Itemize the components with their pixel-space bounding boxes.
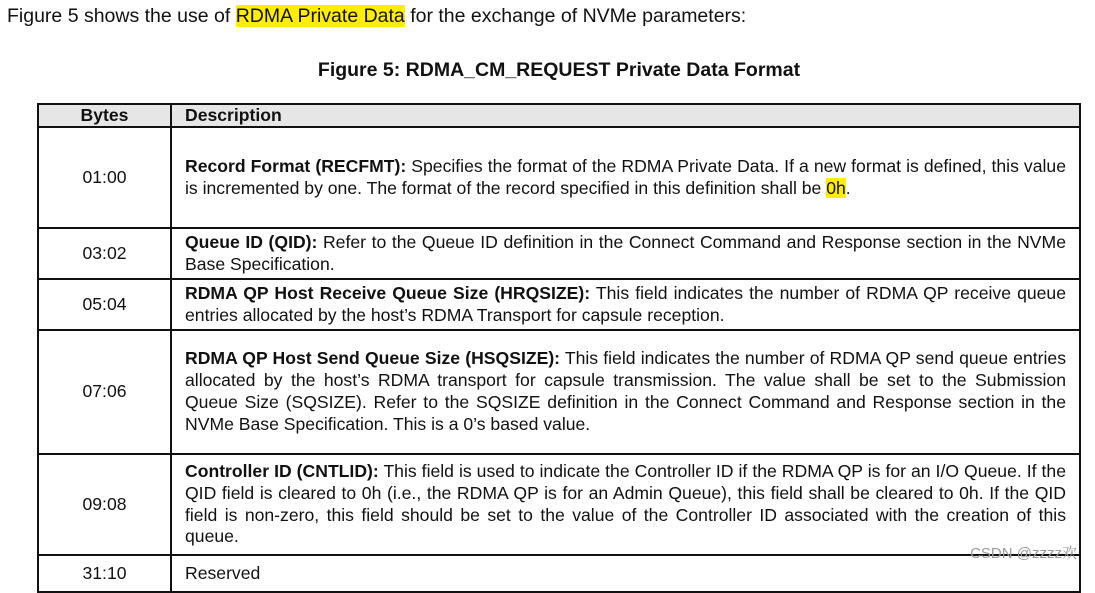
table-row xyxy=(38,279,1080,330)
description-cell xyxy=(171,228,1080,279)
header-bytes: Bytes xyxy=(38,104,171,127)
highlighted-value: 0h xyxy=(826,177,846,198)
table-row xyxy=(38,454,1080,555)
description-cell xyxy=(171,127,1080,228)
field-name: Record Format (RECFMT): xyxy=(185,155,407,176)
bytes-cell: 31:10 xyxy=(38,555,171,592)
field-name: RDMA QP Host Send Queue Size (HSQSIZE): xyxy=(185,348,561,369)
table-row xyxy=(38,555,1080,592)
table-row xyxy=(38,228,1080,279)
highlighted-term: RDMA Private Data xyxy=(235,5,405,27)
description-cell xyxy=(171,454,1080,555)
intro-paragraph xyxy=(7,4,746,28)
field-description: This field indicates the number of RDMA QP send queue entries allocated by the host’s RDMA transport for capsule transmission. The value shall be set to the Submission Queue Size (SQSIZE). Refer to the SQSIZE definition in the Connect Command and Response section in the NVMe Base Specification. This is a 0’s based value. xyxy=(185,348,1066,434)
description-cell xyxy=(171,330,1080,454)
table-header-row xyxy=(38,104,1080,127)
field-name: Controller ID (CNTLID): xyxy=(185,460,379,481)
intro-text-before: Figure 5 shows the use of xyxy=(7,5,236,27)
table-row xyxy=(38,330,1080,454)
bytes-cell: 07:06 xyxy=(38,330,171,454)
description-cell xyxy=(171,555,1080,592)
bytes-cell: 01:00 xyxy=(38,127,171,228)
bytes-cell: 09:08 xyxy=(38,454,171,555)
watermark: CSDN @zzzz欢 xyxy=(970,545,1077,562)
intro-text-after: for the exchange of NVMe parameters: xyxy=(404,5,747,27)
figure-title: Figure 5: RDMA_CM_REQUEST Private Data Format xyxy=(317,59,801,81)
bytes-cell: 03:02 xyxy=(38,228,171,279)
field-description: This field indicates the number of RDMA QP receive queue entries allocated by the host’s RDMA Transport for capsule reception. xyxy=(185,282,1066,325)
field-name: Queue ID (QID): xyxy=(185,231,318,252)
field-name: RDMA QP Host Receive Queue Size (HRQSIZE): xyxy=(185,282,591,303)
field-description: This field is used to indicate the Controller ID if the RDMA QP is for an I/O Queue. If the QID field is cleared to 0h (i.e., the RDMA QP is for an Admin Queue), this field shall be cleared to 0h. If the QID field is non-zero, this field should be set to the value of the Controller ID associated with the creation of this queue. xyxy=(185,460,1066,547)
table-row xyxy=(38,127,1080,228)
field-description: Reserved xyxy=(185,562,261,583)
field-description: Specifies the format of the RDMA Private Data. If a new format is defined, this value is incremented by one. The format of the record specified in this definition shall be xyxy=(185,155,1066,198)
bytes-cell: 05:04 xyxy=(38,279,171,330)
field-description: Refer to the Queue ID definition in the Connect Command and Response section in the NVMe Base Specification. xyxy=(185,231,1066,274)
description-cell xyxy=(171,279,1080,330)
field-description-tail: . xyxy=(845,177,851,198)
private-data-format-table xyxy=(37,103,1081,593)
header-description: Description xyxy=(171,104,1080,127)
